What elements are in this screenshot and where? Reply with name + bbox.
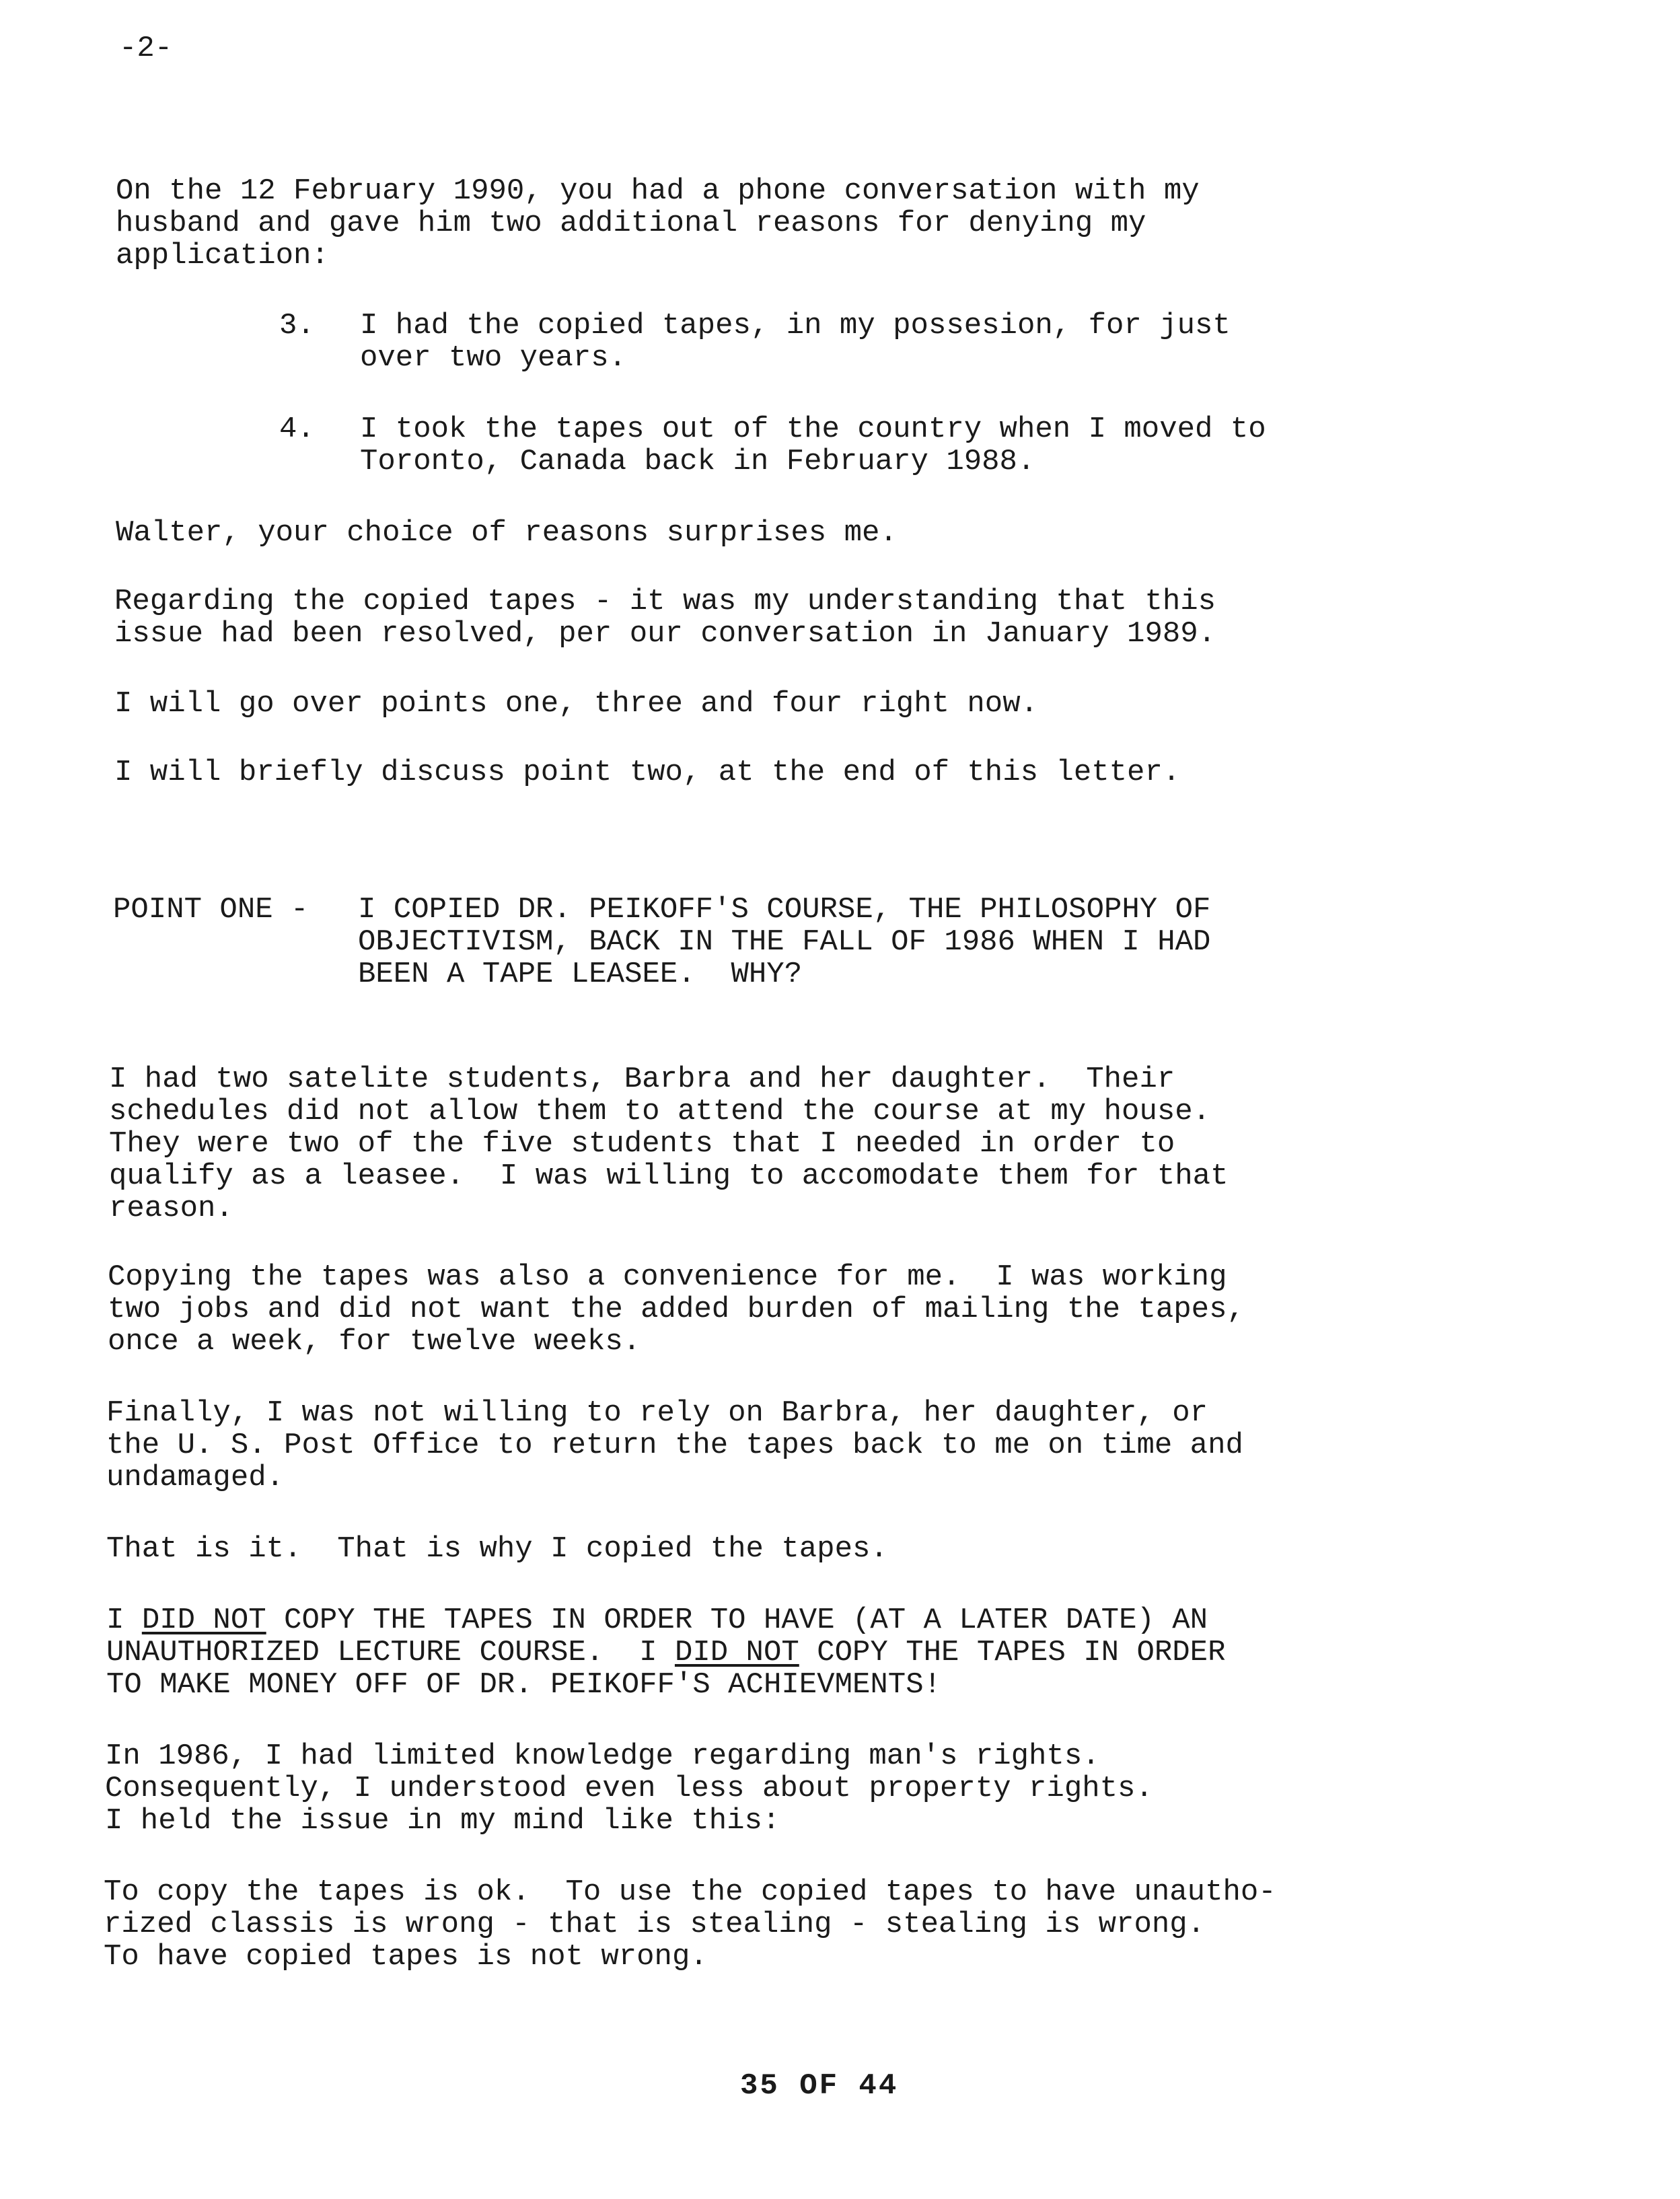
paragraph-walter: Walter, your choice of reasons surprises me. xyxy=(116,516,898,550)
text-line: OBJECTIVISM, BACK IN THE FALL OF 1986 WHEN I HAD xyxy=(358,925,1211,959)
underlined-text: DID NOT xyxy=(674,1636,799,1669)
text-run: COPY THE TAPES IN ORDER TO HAVE (AT A LATER DATE) AN xyxy=(266,1603,1208,1637)
text-line: I held the issue in my mind like this: xyxy=(105,1804,780,1838)
text-line xyxy=(106,1604,1208,1636)
page-label: -2- xyxy=(119,32,173,65)
text-line: I had the copied tapes, in my possesion, for just xyxy=(360,309,1231,343)
text-run: UNAUTHORIZED LECTURE COURSE. I xyxy=(106,1636,675,1669)
text-line: In 1986, I had limited knowledge regarding man's rights. xyxy=(105,1739,1100,1773)
text-line: On the 12 February 1990, you had a phone conversation with my xyxy=(116,174,1200,208)
text-line: BEEN A TAPE LEASEE. WHY? xyxy=(358,958,803,991)
text-line: rized classis is wrong - that is stealing - stealing is wrong. xyxy=(104,1908,1206,1941)
text-line: TO MAKE MONEY OFF OF DR. PEIKOFF'S ACHIEVMENTS! xyxy=(106,1668,942,1702)
paragraph-that-is: That is it. That is why I copied the tapes. xyxy=(106,1532,888,1566)
text-line: reason. xyxy=(109,1192,233,1225)
text-line: the U. S. Post Office to return the tapes back to me on time and xyxy=(106,1429,1243,1462)
paragraph-point-two: I will briefly discuss point two, at the end of this letter. xyxy=(114,756,1181,789)
text-line: Copying the tapes was also a convenience for me. I was working xyxy=(108,1260,1227,1294)
text-line: husband and gave him two additional reasons for denying my xyxy=(116,207,1146,240)
text-line: I COPIED DR. PEIKOFF'S COURSE, THE PHILOSOPHY OF xyxy=(358,893,1211,927)
text-line: application: xyxy=(116,239,329,273)
text-line: To have copied tapes is not wrong. xyxy=(104,1940,708,1974)
page-footer: 35 OF 44 xyxy=(740,2069,899,2103)
text-line: schedules did not allow them to attend the course at my house. xyxy=(109,1095,1211,1128)
text-run: I xyxy=(106,1603,142,1637)
paragraph-points-now: I will go over points one, three and four right now. xyxy=(114,687,1039,721)
text-line: They were two of the five students that I needed in order to xyxy=(109,1127,1175,1161)
text-line: Toronto, Canada back in February 1988. xyxy=(360,445,1035,478)
underlined-text: DID NOT xyxy=(141,1603,266,1637)
list-number: 4. xyxy=(279,412,315,446)
text-line: To copy the tapes is ok. To use the copied tapes to have unautho- xyxy=(104,1875,1276,1909)
text-line xyxy=(106,1636,1225,1669)
text-line: over two years. xyxy=(360,341,627,375)
text-line: once a week, for twelve weeks. xyxy=(108,1325,641,1359)
text-line: issue had been resolved, per our conversation in January 1989. xyxy=(114,617,1216,651)
text-line: Consequently, I understood even less about property rights. xyxy=(105,1772,1153,1805)
text-line: qualify as a leasee. I was willing to accomodate them for that xyxy=(109,1159,1229,1193)
text-line: undamaged. xyxy=(106,1461,285,1494)
text-run: COPY THE TAPES IN ORDER xyxy=(799,1636,1226,1669)
list-number: 3. xyxy=(279,309,315,343)
point-one-label: POINT ONE - xyxy=(113,893,326,927)
text-line: I had two satelite students, Barbra and her daughter. Their xyxy=(109,1062,1175,1096)
text-line: two jobs and did not want the added burden of mailing the tapes, xyxy=(108,1293,1245,1326)
text-line: I took the tapes out of the country when I moved to xyxy=(360,412,1266,446)
text-line: Finally, I was not willing to rely on Barbra, her daughter, or xyxy=(106,1396,1208,1430)
text-line: Regarding the copied tapes - it was my understanding that this xyxy=(114,585,1216,618)
